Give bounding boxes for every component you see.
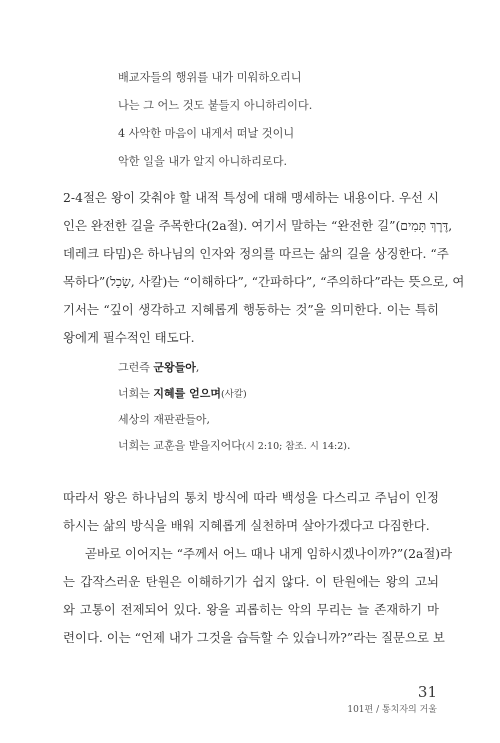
paragraph-line: 는 갑작스러운 탄원은 이해하기가 쉽지 않다. 이 탄원에는 왕의 고뇌 [63,574,439,589]
paragraph-line: 데레크 타밈)은 하나님의 인자와 정의를 따르는 삶의 길을 상징한다. “주 [63,246,449,261]
quote-text: 너희는 [118,387,154,400]
poem-line: 악한 일을 내가 알지 아니하리로다. [118,155,288,168]
quote-text: . [346,439,351,452]
quote-gloss: (사칼) [220,389,247,400]
quote-text: 그런즉 [118,361,154,374]
page-number: 31 [417,683,437,701]
quote-reference: (시 2:10; 참조. 시 14:2) [241,441,347,452]
quote-emphasis: 지혜를 얻으며 [153,387,221,400]
paragraph-line: 와 고통이 전제되어 있다. 왕을 괴롭히는 악의 무리는 늘 존재하기 마 [63,602,439,617]
paragraph-line: 하시는 삶의 방식을 배워 지혜롭게 실천하며 살아가겠다고 다짐한다. [63,518,430,533]
paragraph-line: 2-4절은 왕이 갖춰야 할 내적 특성에 대해 맹세하는 내용이다. 우선 시 [63,190,439,205]
quote-line [118,355,458,381]
quote-line: 세상의 재판관들아, [118,413,211,426]
quote-text: , [195,361,200,374]
paragraph-line: 왕에게 필수적인 태도다. [63,330,195,345]
commentary-paragraph [63,184,465,352]
poem-line: 배교자들의 행위를 내가 미워하오리니 [118,71,302,84]
poem-quotation [118,64,458,176]
paragraph-line: 목하다”(שָׂכַל, 사칼)는 “이해하다”, “간파하다”, “주의하다”라는 뜻으로, 여 [63,274,465,289]
quote-line [118,433,458,459]
paragraph-line: 기서는 “깊이 생각하고 지혜롭게 행동하는 것”을 의미한다. 이는 특히 [63,302,439,317]
running-head: 101편 / 통치자의 거울 [347,705,437,715]
paragraph-line: 인은 완전한 길을 주목한다(2a절). 여기서 말하는 “완전한 길”(דֶּרֶךְ תָּמִים, [63,218,453,233]
poem-line: 나는 그 어느 것도 붙들지 아니하리이다. [118,99,313,112]
commentary-paragraph [63,484,453,652]
paragraph-line: 련이다. 이는 “언제 내가 그것을 습득할 수 있습니까?”라는 질문으로 보 [63,630,445,645]
paragraph-line: 따라서 왕은 하나님의 통치 방식에 따라 백성을 다스리고 주님이 인정 [63,490,439,505]
quote-text: 너희는 교훈을 받을지어다 [118,439,242,452]
quote-emphasis: 군왕들아 [153,361,196,374]
paragraph-line: 곧바로 이어지는 “주께서 어느 때나 내게 임하시겠나이까?”(2a절)라 [85,546,453,561]
page-footer [347,683,437,717]
scripture-quotation [118,355,458,459]
poem-line: 4 사악한 마음이 내게서 떠날 것이니 [118,127,295,140]
quote-line [118,381,458,407]
